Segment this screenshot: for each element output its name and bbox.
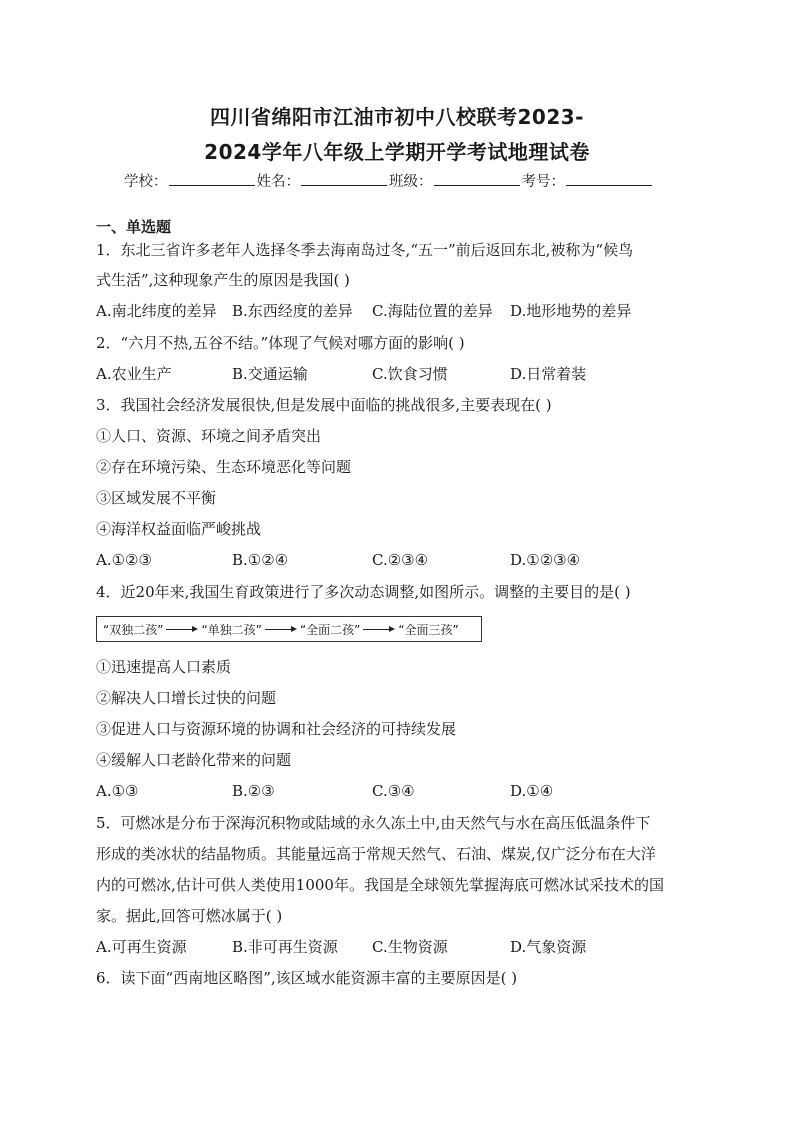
exam-number-blank [566, 171, 652, 186]
q3-item-3: ③区域发展不平衡 [96, 489, 217, 507]
q3-option-c: C.②③④ [372, 551, 429, 569]
q4-item-1: ①迅速提高人口素质 [96, 658, 232, 676]
exam-title-line2: 2024学年八年级上学期开学考试地理试卷 [204, 140, 590, 164]
section-title: 一、单选题 [96, 218, 172, 236]
policy-step-3: “全面二孩” [299, 622, 361, 637]
q2-stem: 2．“六月不热,五谷不结。”体现了气候对哪方面的影响( ) [96, 334, 465, 352]
q1-option-b: B.东西经度的差异 [232, 302, 353, 320]
policy-flow-diagram [96, 616, 482, 642]
q3-stem: 3．我国社会经济发展很快,但是发展中面临的挑战很多,主要表现在( ) [96, 396, 552, 414]
arrow-right-icon [166, 624, 198, 634]
q4-option-c: C.③④ [372, 782, 415, 800]
q3-item-1: ①人口、资源、环境之间矛盾突出 [96, 427, 322, 445]
class-blank [434, 171, 520, 186]
q4-item-4: ④缓解人口老龄化带来的问题 [96, 751, 292, 769]
q4-option-a: A.①③ [96, 782, 139, 800]
exam-title-line1: 四川省绵阳市江油市初中八校联考2023- [210, 105, 584, 129]
q4-option-d: D.①④ [510, 782, 554, 800]
q4-option-b: B.②③ [232, 782, 275, 800]
school-blank [169, 171, 255, 186]
arrow-right-icon [363, 624, 395, 634]
q2-option-d: D.日常着装 [510, 365, 587, 383]
policy-step-1: “双独二孩” [103, 622, 164, 637]
q4-item-2: ②解决人口增长过快的问题 [96, 689, 277, 707]
name-label: 姓名： [256, 174, 300, 190]
q5-option-c: C.生物资源 [372, 938, 448, 956]
name-blank [301, 171, 387, 186]
q5-stem-line2: 形成的类冰状的结晶物质。其能量远高于常规天然气、石油、煤炭,仅广泛分布在大洋 [96, 845, 656, 863]
q1-option-d: D.地形地势的差异 [510, 302, 632, 320]
class-label: 班级： [389, 174, 433, 190]
q2-option-b: B.交通运输 [232, 365, 308, 383]
q5-stem-line3: 内的可燃冰,估计可供人类使用1000年。我国是全球领先掌握海底可燃冰试采技术的国 [96, 876, 664, 894]
q1-stem-line2: 式生活”,这种现象产生的原因是我国( ) [96, 271, 350, 289]
school-label: 学校： [124, 174, 168, 190]
q5-option-a: A.可再生资源 [96, 938, 187, 956]
q3-option-a: A.①②③ [96, 551, 152, 569]
q6-stem: 6．读下面“西南地区略图”,该区域水能资源丰富的主要原因是( ) [96, 969, 518, 987]
policy-step-2: “单独二孩” [201, 622, 262, 637]
q1-stem-line1: 1．东北三省许多老年人选择冬季去海南岛过冬,“五一”前后返回东北,被称为“候鸟 [96, 241, 634, 259]
q4-item-3: ③促进人口与资源环境的协调和社会经济的可持续发展 [96, 720, 457, 738]
q3-item-4: ④海洋权益面临严峻挑战 [96, 520, 262, 538]
q5-option-d: D.气象资源 [510, 938, 587, 956]
q3-option-b: B.①②④ [232, 551, 289, 569]
q5-stem-line1: 5．可燃冰是分布于深海沉积物或陆域的永久冻土中,由天然气与水在高压低温条件下 [96, 814, 651, 832]
q4-stem: 4．近20年来,我国生育政策进行了多次动态调整,如图所示。调整的主要目的是( ) [96, 583, 631, 601]
q5-option-b: B.非可再生资源 [232, 938, 338, 956]
q1-option-a: A.南北纬度的差异 [96, 302, 217, 320]
exam-number-label: 考号： [521, 174, 565, 190]
q3-item-2: ②存在环境污染、生态环境恶化等问题 [96, 458, 352, 476]
q2-option-a: A.农业生产 [96, 365, 172, 383]
q3-option-d: D.①②③④ [510, 551, 581, 569]
q5-stem-line4: 家。据此,回答可燃冰属于( ) [96, 907, 283, 925]
q2-option-c: C.饮食习惯 [372, 365, 448, 383]
student-info-row [124, 170, 654, 191]
arrow-right-icon [265, 624, 297, 634]
q1-option-c: C.海陆位置的差异 [372, 302, 493, 320]
policy-step-4: “全面三孩” [398, 622, 459, 637]
